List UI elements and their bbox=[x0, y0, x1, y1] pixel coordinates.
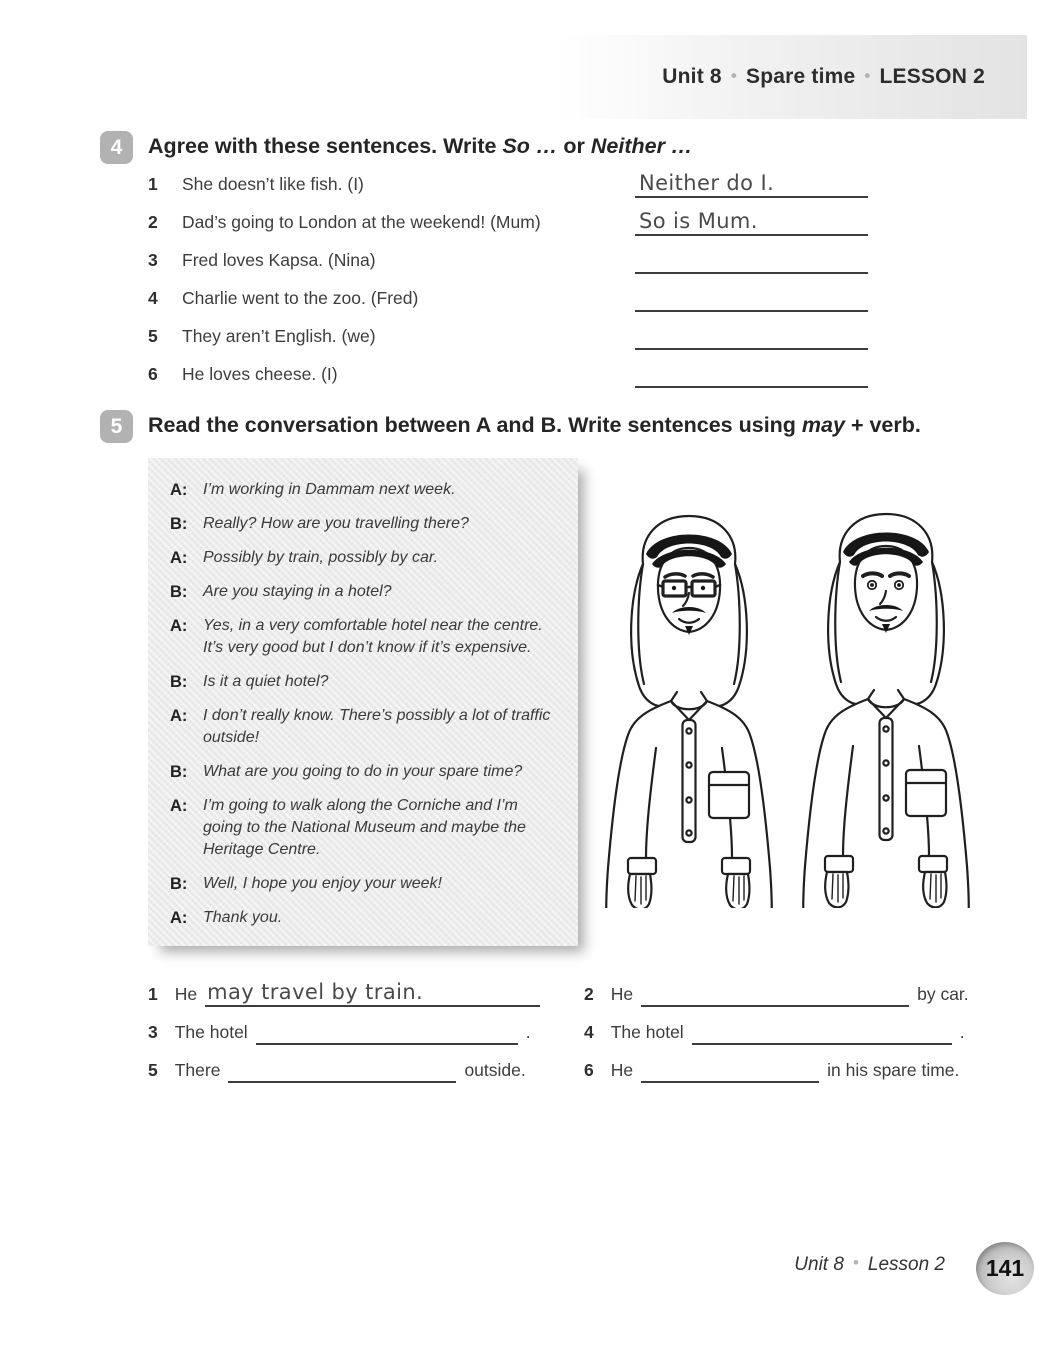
exercise5-title bbox=[148, 413, 921, 438]
sentence-item-2 bbox=[584, 977, 969, 1007]
header-dot-icon: • bbox=[864, 66, 871, 85]
dialogue-line bbox=[170, 705, 564, 749]
blank-line bbox=[205, 979, 540, 1007]
exercise4-title bbox=[148, 134, 692, 159]
speaker-label: B: bbox=[170, 673, 188, 691]
item-number: 4 bbox=[584, 1022, 594, 1042]
sentence-post: in his spare time. bbox=[827, 1060, 960, 1080]
sentence-pre: He bbox=[174, 984, 198, 1004]
exercise5-title-post: + verb. bbox=[844, 413, 921, 437]
footer-unit: Unit 8 bbox=[794, 1254, 844, 1275]
sentence-post: . bbox=[525, 1022, 531, 1042]
man-without-glasses bbox=[803, 514, 968, 908]
speaker-label: A: bbox=[170, 707, 188, 725]
item-number: 6 bbox=[148, 364, 158, 384]
item-text: Charlie went to the zoo. (Fred) bbox=[182, 288, 419, 308]
answer-line-1 bbox=[635, 170, 868, 198]
exercise4-item bbox=[148, 323, 376, 349]
blank-line bbox=[256, 1017, 518, 1045]
dialogue-line bbox=[170, 795, 564, 861]
exercise4-item bbox=[148, 171, 364, 197]
dialogue-line bbox=[170, 615, 564, 659]
dialogue-line bbox=[170, 873, 564, 895]
item-text: Fred loves Kapsa. (Nina) bbox=[182, 250, 376, 270]
speaker-label: B: bbox=[170, 763, 188, 781]
item-text: They aren’t English. (we) bbox=[182, 326, 376, 346]
sentence-item-1 bbox=[148, 977, 548, 1007]
dialogue-text: I’m working in Dammam next week. bbox=[203, 481, 456, 498]
item-number: 1 bbox=[148, 984, 158, 1004]
exercise4-title-pre: Agree with these sentences. Write bbox=[148, 134, 503, 158]
speaker-label: A: bbox=[170, 549, 188, 567]
answer-line-6 bbox=[635, 360, 868, 388]
dialogue-line bbox=[170, 547, 564, 569]
dialogue-text: Yes, in a very comfortable hotel near the centre. It’s very good but I don’t know if it’s expensive. bbox=[203, 617, 543, 656]
dialogue-line bbox=[170, 761, 564, 783]
item-number: 3 bbox=[148, 250, 158, 270]
dialogue-text: Is it a quiet hotel? bbox=[203, 673, 329, 690]
exercise4-item bbox=[148, 247, 376, 273]
page-number-badge: 141 bbox=[976, 1242, 1034, 1295]
speaker-label: B: bbox=[170, 515, 188, 533]
dialogue-line bbox=[170, 581, 564, 603]
dialogue-text: Well, I hope you enjoy your week! bbox=[203, 875, 442, 892]
exercise5-title-may: may bbox=[801, 413, 845, 437]
footer-lesson: Lesson 2 bbox=[867, 1254, 945, 1275]
exercise4-number-badge: 4 bbox=[100, 131, 133, 164]
handwritten-answer: Neither do I. bbox=[639, 171, 775, 195]
header-topic: Spare time bbox=[745, 65, 856, 88]
sentence-pre: He bbox=[610, 984, 634, 1004]
item-text: He loves cheese. (I) bbox=[182, 364, 338, 384]
item-number: 4 bbox=[148, 288, 158, 308]
header-dot-icon: • bbox=[730, 66, 737, 85]
sentence-pre: The hotel bbox=[174, 1022, 248, 1042]
dialogue-text: I’m going to walk along the Corniche and I’m going to the National Museum and maybe the Heritage Centre. bbox=[203, 797, 526, 858]
item-number: 3 bbox=[148, 1022, 158, 1042]
answer-line-5 bbox=[635, 322, 868, 350]
item-number: 2 bbox=[148, 212, 158, 232]
footer-label bbox=[794, 1253, 945, 1276]
exercise4-title-mid: or bbox=[557, 134, 591, 158]
answer-line-2 bbox=[635, 208, 868, 236]
exercise4-item bbox=[148, 285, 418, 311]
speaker-label: B: bbox=[170, 583, 188, 601]
exercise4-title-neither: Neither … bbox=[590, 134, 693, 158]
speaker-label: A: bbox=[170, 909, 188, 927]
exercise4-title-so: So … bbox=[502, 134, 558, 158]
dialogue-line bbox=[170, 907, 564, 929]
dialogue-text: Possibly by train, possibly by car. bbox=[203, 549, 439, 566]
item-number: 2 bbox=[584, 984, 594, 1004]
page-header-band bbox=[556, 35, 1027, 119]
conversation-box bbox=[148, 458, 578, 946]
sentence-item-5 bbox=[148, 1053, 526, 1083]
sentence-post: by car. bbox=[917, 984, 969, 1004]
header-unit: Unit 8 bbox=[662, 65, 722, 88]
sentence-pre: He bbox=[610, 1060, 634, 1080]
answer-line-3 bbox=[635, 246, 868, 274]
dialogue-line bbox=[170, 671, 564, 693]
speaker-label: B: bbox=[170, 875, 188, 893]
blank-line bbox=[228, 1055, 456, 1083]
exercise4-item bbox=[148, 209, 541, 235]
blank-line bbox=[641, 1055, 819, 1083]
sentence-post: outside. bbox=[464, 1060, 526, 1080]
page-header bbox=[662, 65, 985, 89]
item-number: 6 bbox=[584, 1060, 594, 1080]
man-with-glasses bbox=[606, 516, 771, 908]
handwritten-answer: So is Mum. bbox=[639, 209, 758, 233]
exercise5-number-badge: 5 bbox=[100, 410, 133, 443]
item-number: 1 bbox=[148, 174, 158, 194]
sentence-post: . bbox=[959, 1022, 965, 1042]
sentence-item-6 bbox=[584, 1053, 959, 1083]
exercise4-item bbox=[148, 361, 338, 387]
header-lesson: LESSON 2 bbox=[879, 65, 985, 88]
blank-line bbox=[641, 979, 909, 1007]
exercise5-title-pre: Read the conversation between A and B. Write sentences using bbox=[148, 413, 802, 437]
illustration-two-men bbox=[578, 498, 998, 908]
speaker-label: A: bbox=[170, 617, 188, 635]
item-text: She doesn’t like fish. (I) bbox=[182, 174, 364, 194]
dialogue-line bbox=[170, 479, 564, 501]
sentence-pre: There bbox=[174, 1060, 221, 1080]
dialogue-line bbox=[170, 513, 564, 535]
item-text: Dad’s going to London at the weekend! (Mum) bbox=[182, 212, 541, 232]
answer-line-4 bbox=[635, 284, 868, 312]
dialogue-text: Thank you. bbox=[203, 909, 283, 926]
blank-line bbox=[692, 1017, 952, 1045]
dialogue-text: Are you staying in a hotel? bbox=[203, 583, 392, 600]
footer-dot-icon: • bbox=[852, 1253, 859, 1272]
two-men-drawing bbox=[578, 498, 998, 908]
speaker-label: A: bbox=[170, 481, 188, 499]
item-number: 5 bbox=[148, 326, 158, 346]
sentence-pre: The hotel bbox=[610, 1022, 684, 1042]
dialogue-text: Really? How are you travelling there? bbox=[203, 515, 469, 532]
sentence-item-4 bbox=[584, 1015, 965, 1045]
dialogue-text: What are you going to do in your spare time? bbox=[203, 763, 523, 780]
sentence-item-3 bbox=[148, 1015, 531, 1045]
item-number: 5 bbox=[148, 1060, 158, 1080]
speaker-label: A: bbox=[170, 797, 188, 815]
dialogue-text: I don’t really know. There’s possibly a lot of traffic outside! bbox=[203, 707, 551, 746]
handwritten-answer: may travel by train. bbox=[207, 980, 424, 1004]
